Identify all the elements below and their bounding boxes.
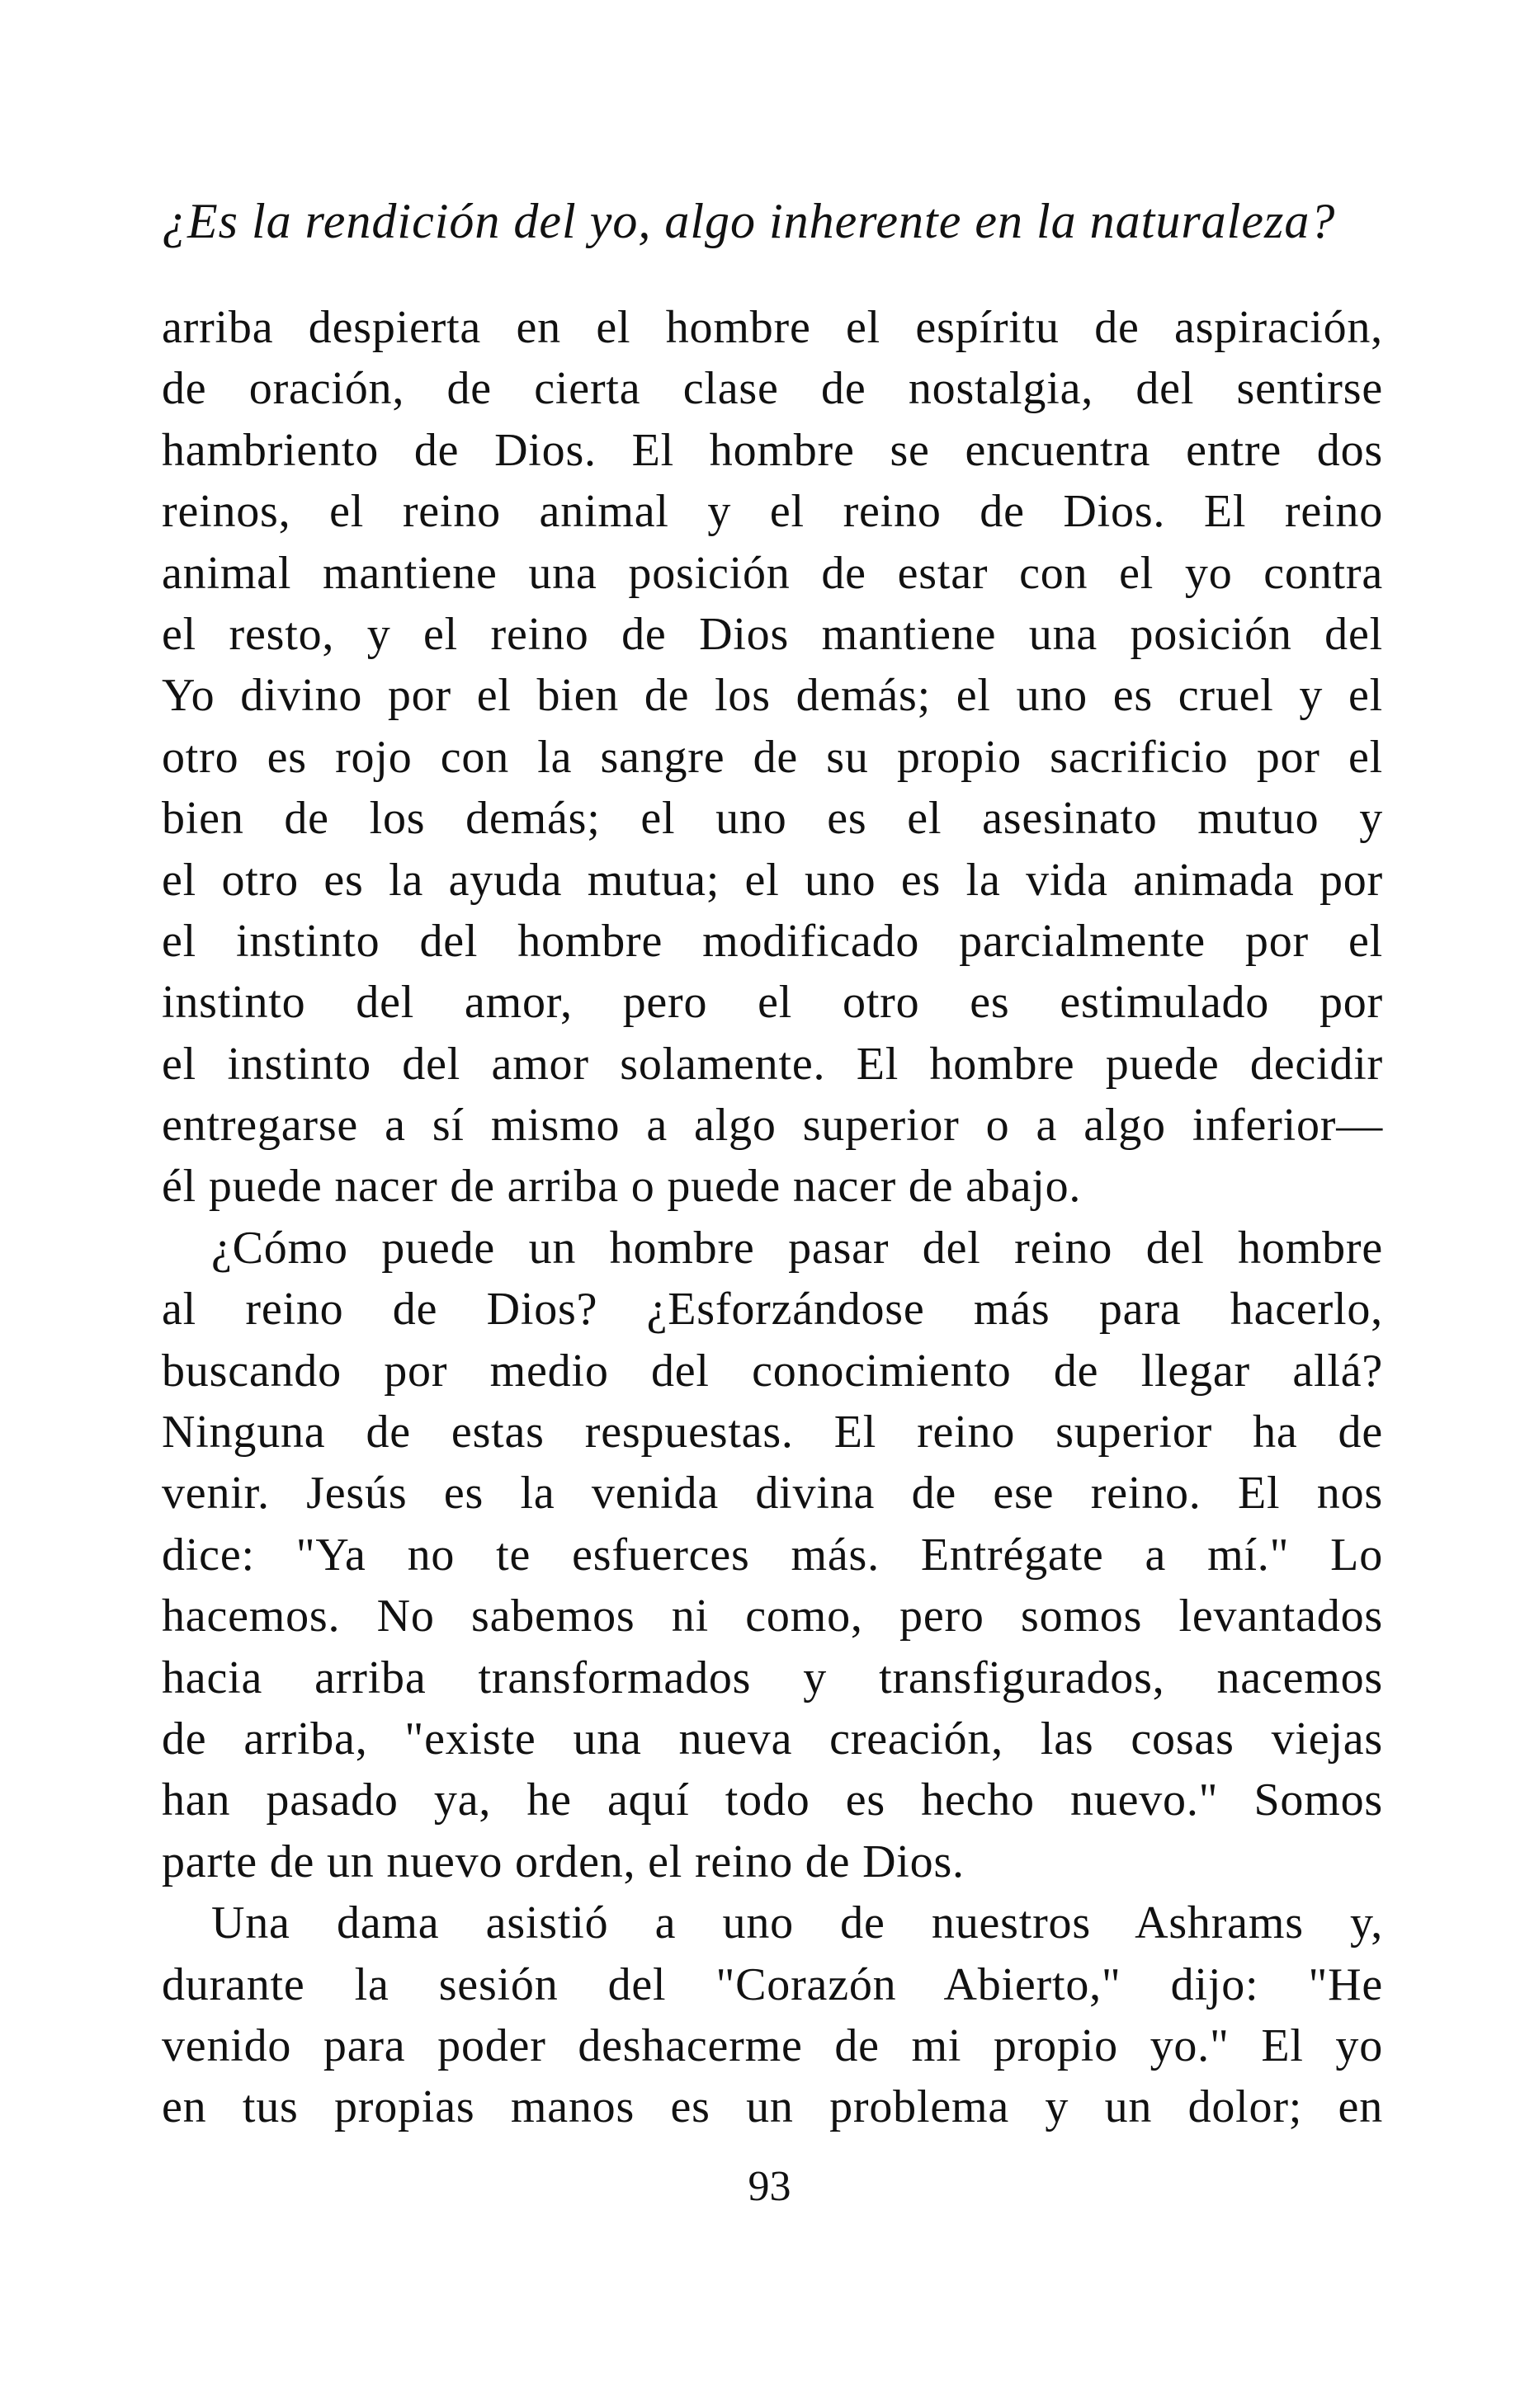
text-line: reinos, el reino animal y el reino de Dios. El reino bbox=[162, 486, 1383, 538]
text-line: ¿Cómo puede un hombre pasar del reino del hombre bbox=[211, 1222, 1383, 1274]
text-line: han pasado ya, he aquí todo es hecho nuevo." Somos bbox=[162, 1774, 1383, 1826]
text-line: otro es rojo con la sangre de su propio sacrificio por el bbox=[162, 731, 1383, 783]
page-number: 93 bbox=[748, 2163, 791, 2210]
text-line: en tus propias manos es un problema y un dolor; en bbox=[162, 2081, 1383, 2133]
text-line: el resto, y el reino de Dios mantiene una posición del bbox=[162, 608, 1383, 660]
text-line: el otro es la ayuda mutua; el uno es la vida animada por bbox=[162, 854, 1383, 906]
text-line: el instinto del hombre modificado parcialmente por el bbox=[162, 915, 1383, 967]
text-line: de arriba, "existe una nueva creación, las cosas viejas bbox=[162, 1713, 1383, 1765]
text-line: Una dama asistió a uno de nuestros Ashrams y, bbox=[211, 1897, 1383, 1949]
text-line: hambriento de Dios. El hombre se encuentra entre dos bbox=[162, 424, 1383, 476]
text-line: instinto del amor, pero el otro es estimulado por bbox=[162, 977, 1383, 1029]
text-line: hacia arriba transformados y transfigurados, nacemos bbox=[162, 1652, 1383, 1704]
text-line: durante la sesión del "Corazón Abierto," dijo: "He bbox=[162, 1958, 1383, 2010]
text-line: el instinto del amor solamente. El hombre puede decidir bbox=[162, 1038, 1383, 1090]
text-line: parte de un nuevo orden, el reino de Dios. bbox=[162, 1835, 965, 1887]
text-line: dice: "Ya no te esfuerces más. Entrégate a mí." Lo bbox=[162, 1529, 1383, 1581]
text-line: arriba despierta en el hombre el espíritu de aspiración, bbox=[162, 302, 1383, 353]
running-head: ¿Es la rendición del yo, algo inherente en la naturaleza? bbox=[162, 194, 1336, 248]
text-line: Ninguna de estas respuestas. El reino superior ha de bbox=[162, 1407, 1383, 1458]
text-line: venido para poder deshacerme de mi propio yo." El yo bbox=[162, 2019, 1383, 2071]
text-line: entregarse a sí mismo a algo superior o a algo inferior— bbox=[162, 1100, 1383, 1152]
text-line: venir. Jesús es la venida divina de ese reino. El nos bbox=[162, 1468, 1383, 1520]
body-text bbox=[162, 297, 1383, 2138]
text-line: de oración, de cierta clase de nostalgia, del sentirse bbox=[162, 363, 1383, 415]
text-line: buscando por medio del conocimiento de llegar allá? bbox=[162, 1345, 1383, 1397]
text-line: bien de los demás; el uno es el asesinato mutuo y bbox=[162, 793, 1383, 845]
text-line: al reino de Dios? ¿Esforzándose más para hacerlo, bbox=[162, 1284, 1383, 1336]
text-line: él puede nacer de arriba o puede nacer de abajo. bbox=[162, 1161, 1082, 1213]
text-line: hacemos. No sabemos ni como, pero somos levantados bbox=[162, 1590, 1383, 1642]
text-line: animal mantiene una posición de estar con el yo contra bbox=[162, 547, 1383, 599]
text-line: Yo divino por el bien de los demás; el uno es cruel y el bbox=[162, 670, 1383, 722]
